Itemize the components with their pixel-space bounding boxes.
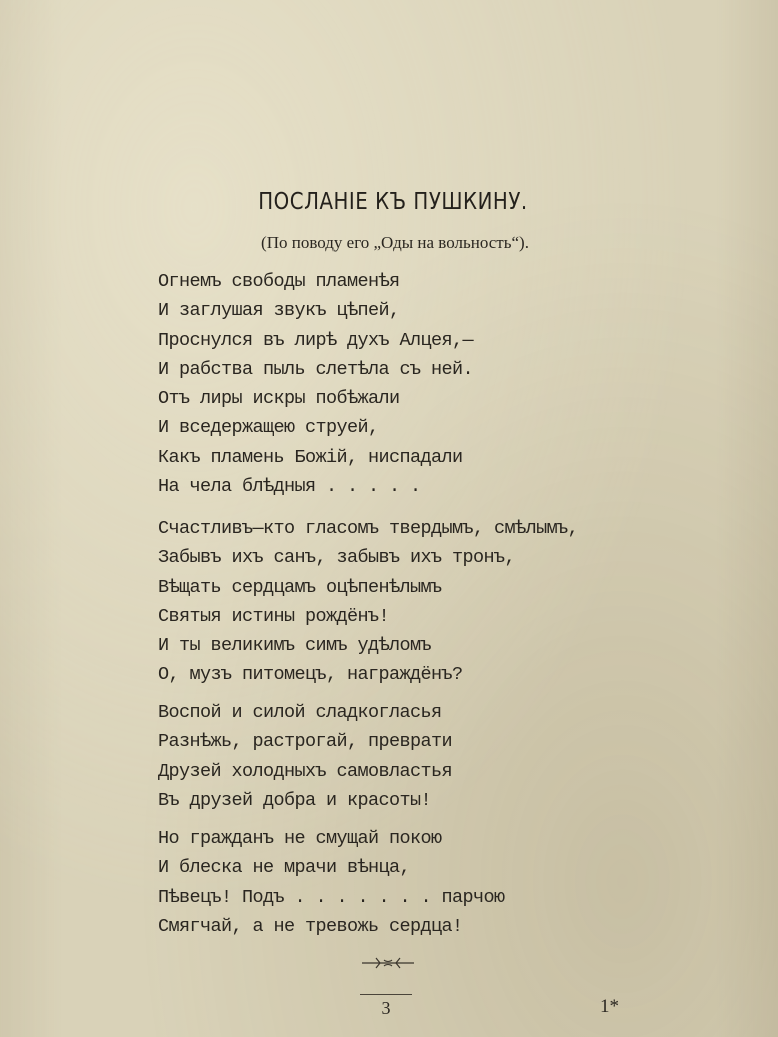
stanza-3 [158, 698, 452, 815]
verse-line: Но гражданъ не смущай покою [158, 828, 442, 849]
verse-line: Огнемъ свободы пламенѣя [158, 271, 400, 292]
verse-line: Счастливъ—кто гласомъ твердымъ, смѣлымъ, [158, 518, 579, 539]
verse-line: Отъ лиры искры побѣжали [158, 388, 400, 410]
verse-line: Забывъ ихъ санъ, забывъ ихъ тронъ, [158, 547, 516, 569]
poem-subtitle: (По поводу его „Оды на вольность“). [261, 233, 529, 252]
verse-line: Воспой и силой сладкогласья [158, 702, 442, 723]
verse-line: Какъ пламень Божій, ниспадали [158, 446, 463, 468]
verse-line: И вседержащею струей, [158, 417, 379, 439]
verse-line: Вѣщать сердцамъ оцѣпенѣлымъ [158, 576, 442, 598]
page-number: 3 [381, 998, 391, 1018]
verse-line: Разнѣжь, растрогай, преврати [158, 731, 453, 753]
verse-line: Проснулся въ лирѣ духъ Алцея,— [158, 329, 474, 351]
verse-line: О, музъ питомецъ, награждёнъ? [158, 664, 463, 686]
ornament-divider-icon [360, 954, 416, 972]
verse-line: Друзей холодныхъ самовластья [158, 760, 453, 782]
signature-mark: 1* [600, 996, 619, 1017]
stanza-4 [158, 824, 505, 941]
stanza-2 [158, 514, 578, 690]
verse-line: Въ друзей добра и красоты! [158, 789, 432, 811]
verse-line: И заглушая звукъ цѣпей, [158, 300, 400, 322]
verse-line: На чела блѣдныя . . . . . [158, 476, 421, 498]
verse-line: Смягчай, а не тревожь сердца! [158, 915, 463, 937]
verse-line: И рабства пыль слетѣла съ ней. [158, 358, 474, 380]
verse-line: Святыя истины рождёнъ! [158, 605, 390, 627]
poem-title: ПОСЛАНІЕ КЪ ПУШКИНУ. [258, 189, 528, 215]
verse-line: И ты великимъ симъ удѣломъ [158, 635, 432, 657]
page-number-rule [360, 994, 412, 995]
verse-line: Пѣвецъ! Подъ . . . . . . . парчою [158, 886, 505, 908]
verse-line: И блеска не мрачи вѣнца, [158, 857, 411, 879]
stanza-1 [158, 267, 473, 501]
